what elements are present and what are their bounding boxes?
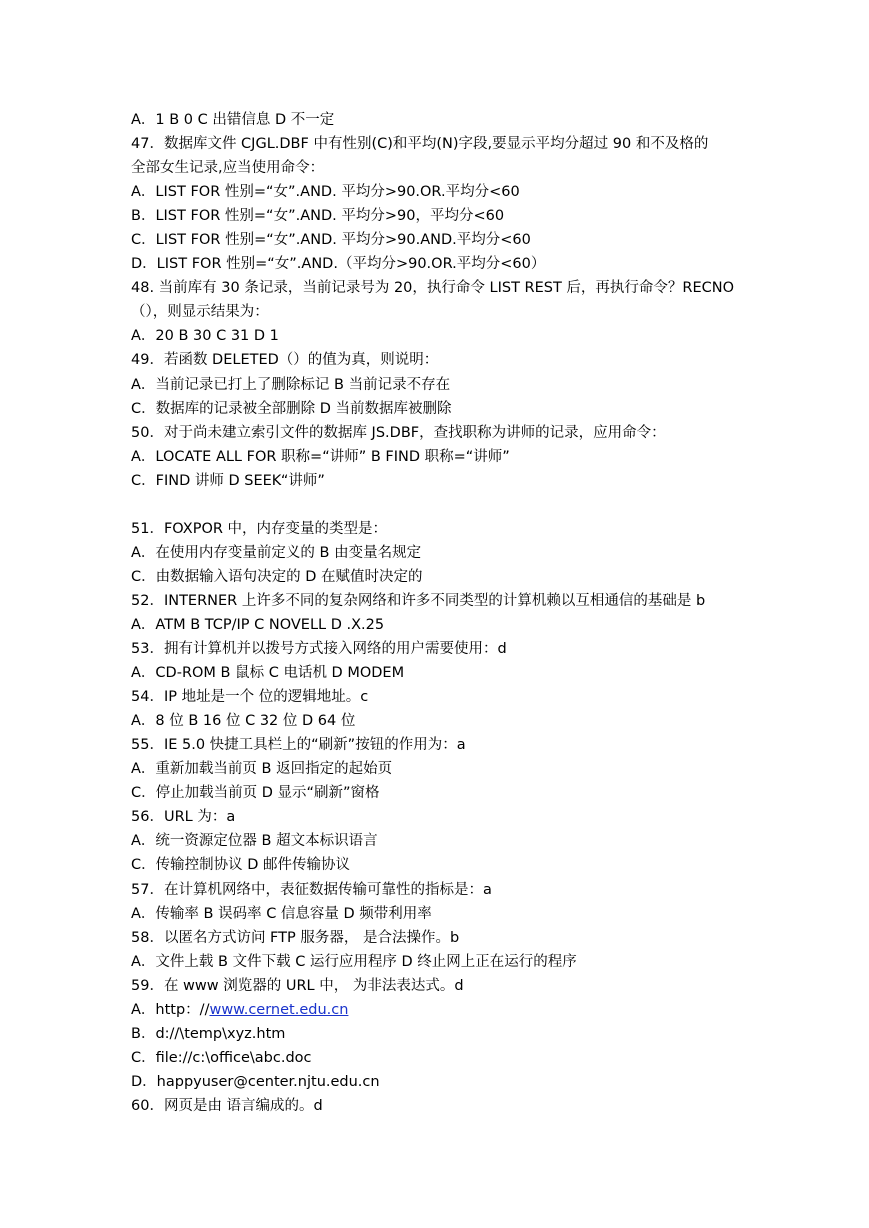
option-59-a-prefix: A．http：// xyxy=(131,1001,210,1018)
options-55-ab: A．重新加载当前页 B 返回指定的起始页 xyxy=(131,761,393,778)
options-50-ab: A．LOCATE ALL FOR 职称=“讲师” B FIND 职称=“讲师” xyxy=(131,448,510,465)
question-47: 47．数据库文件 CJGL.DBF 中有性别(C)和平均(N)字段,要显示平均分超过 90 和不及格的 xyxy=(131,136,709,153)
options-56-cd: C．传输控制协议 D 邮件传输协议 xyxy=(131,857,351,874)
options-49-ab: A．当前记录已打上了删除标记 B 当前记录不存在 xyxy=(131,376,451,393)
question-54: 54．IP 地址是一个 位的逻辑地址。c xyxy=(131,689,369,706)
question-52: 52．INTERNER 上许多不同的复杂网络和许多不同类型的计算机赖以互相通信的基础是 b xyxy=(131,592,706,609)
options-55-cd: C．停止加载当前页 D 显示“刷新”窗格 xyxy=(131,785,380,802)
question-48-continued: （），则显示结果为： xyxy=(131,304,269,321)
question-47-continued: 全部女生记录,应当使用命令： xyxy=(131,160,325,177)
options-50-cd: C．FIND 讲师 D SEEK“讲师” xyxy=(131,472,325,489)
options-52: A．ATM B TCP/IP C NOVELL D .X.25 xyxy=(131,616,385,633)
option-59-c: C．file://c:\office\abc.doc xyxy=(131,1049,312,1066)
question-49: 49．若函数 DELETED（）的值为真，则说明： xyxy=(131,352,439,369)
option-47-c: C．LIST FOR 性别=“女”.AND. 平均分>90.AND.平均分<60 xyxy=(131,232,531,249)
options-51-cd: C．由数据输入语句决定的 D 在赋值时决定的 xyxy=(131,568,423,585)
options-48: A．20 B 30 C 31 D 1 xyxy=(131,328,279,345)
options-58: A．文件上载 B 文件下载 C 运行应用程序 D 终止网上正在运行的程序 xyxy=(131,953,577,970)
question-58: 58．以匿名方式访问 FTP 服务器， 是合法操作。b xyxy=(131,929,460,946)
option-47-d: D．LIST FOR 性别=“女”.AND.（平均分>90.OR.平均分<60） xyxy=(131,256,546,273)
options-49-cd: C．数据库的记录被全部删除 D 当前数据库被删除 xyxy=(131,400,452,417)
option-59-a xyxy=(131,998,751,1022)
question-51: 51．FOXPOR 中，内存变量的类型是： xyxy=(131,520,388,537)
options-56-ab: A．统一资源定位器 B 超文本标识语言 xyxy=(131,833,378,850)
question-59: 59．在 www 浏览器的 URL 中， 为非法表达式。d xyxy=(131,977,464,994)
document-body xyxy=(131,108,751,1118)
question-50: 50．对于尚未建立索引文件的数据库 JS.DBF，查找职称为讲师的记录，应用命令： xyxy=(131,424,666,441)
options-57: A．传输率 B 误码率 C 信息容量 D 频带利用率 xyxy=(131,905,432,922)
option-47-b: B．LIST FOR 性别=“女”.AND. 平均分>90，平均分<60 xyxy=(131,208,505,225)
question-48: 48. 当前库有 30 条记录，当前记录号为 20，执行命令 LIST REST 后，再执行命令？RECNO xyxy=(131,280,735,297)
option-59-b: B．d://\temp\xyz.htm xyxy=(131,1025,286,1042)
question-55: 55．IE 5.0 快捷工具栏上的“刷新”按钮的作用为：a xyxy=(131,737,466,754)
answer-options-46: A．1 B 0 C 出错信息 D 不一定 xyxy=(131,112,335,128)
question-57: 57．在计算机网络中，表征数据传输可靠性的指标是：a xyxy=(131,881,492,898)
option-59-d: D．happyuser@center.njtu.edu.cn xyxy=(131,1073,380,1090)
question-53: 53．拥有计算机并以拨号方式接入网络的用户需要使用：d xyxy=(131,641,507,658)
options-53: A．CD-ROM B 鼠标 C 电话机 D MODEM xyxy=(131,665,405,682)
cernet-link[interactable]: www.cernet.edu.cn xyxy=(209,1001,349,1018)
options-51-ab: A．在使用内存变量前定义的 B 由变量名规定 xyxy=(131,544,422,561)
options-54: A．8 位 B 16 位 C 32 位 D 64 位 xyxy=(131,713,356,730)
question-56: 56．URL 为：a xyxy=(131,809,236,826)
option-47-a: A．LIST FOR 性别=“女”.AND. 平均分>90.OR.平均分<60 xyxy=(131,184,520,201)
blank-line xyxy=(131,493,751,517)
question-60: 60．网页是由 语言编成的。d xyxy=(131,1097,323,1114)
